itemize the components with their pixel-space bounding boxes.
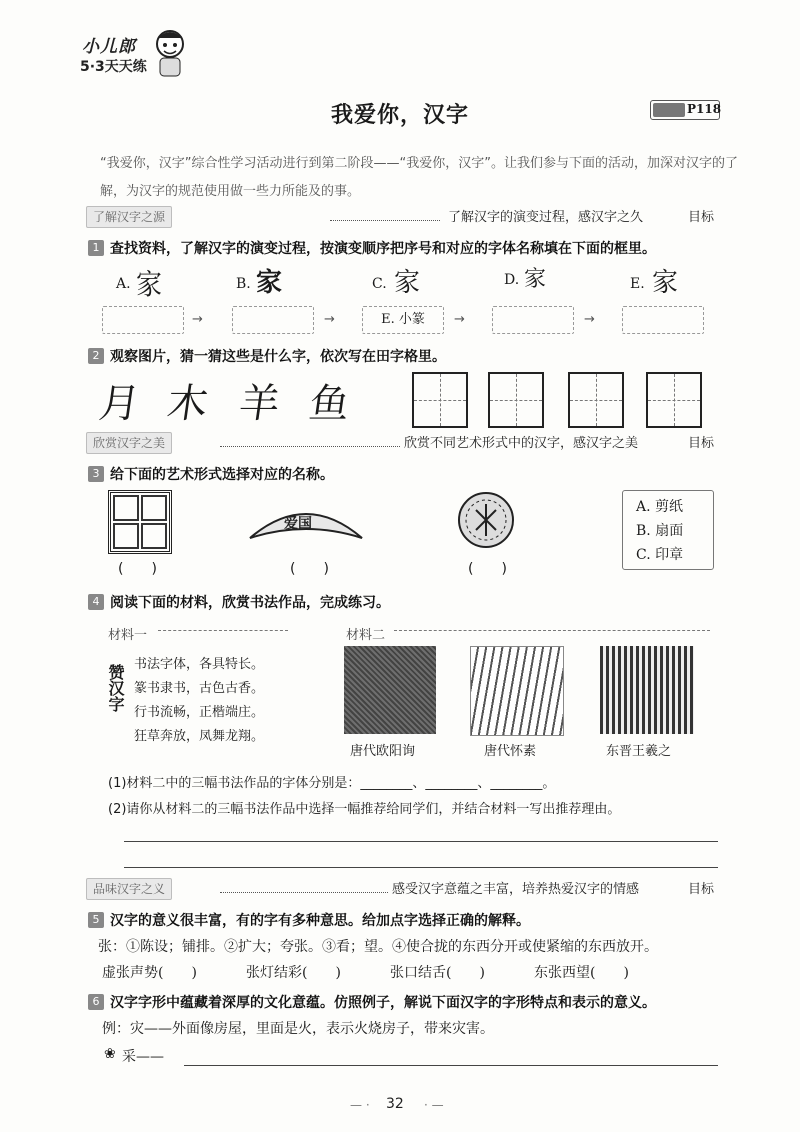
answer-box-5[interactable] [622,306,704,334]
answer-line[interactable] [124,840,718,842]
answer-line[interactable] [184,1064,718,1066]
section-tag-2: 欣赏汉字之美 [86,432,172,454]
idiom-item-2[interactable]: 张灯结彩( ) [246,965,341,981]
material-2-label: 材料二 [346,628,386,643]
logo-title: 小儿郎 [82,37,136,57]
mascot-icon [150,26,190,80]
poem-title: 赞汉字 [106,664,125,712]
page-number: 32 [386,1096,404,1112]
question-2-text: 观察图片，猜一猜这些是什么字，依次写在田字格里。 [110,349,446,365]
answer-box-4[interactable] [492,306,574,334]
logo-subtitle: 5·3天天练 [80,59,147,75]
pictograph-2: 木 [164,381,211,427]
option-e-label: E. [630,276,645,292]
subquestion-1: (1)材料二中的三幅书法作品的字体分别是：________、________、________。 [108,776,556,791]
question-1-text: 查找资料，了解汉字的演变过程，按演变顺序把序号和对应的字体名称填在下面的框里。 [110,241,656,257]
footer-ornament-right: · — [424,1098,444,1112]
question-number-6: 6 [88,994,104,1010]
choice-a: A. 剪纸 [636,499,684,515]
question-number-1: 1 [88,240,104,256]
choice-c: C. 印章 [636,547,684,563]
pictograph-3: 羊 [236,381,283,427]
papercut-image [456,490,516,550]
goal-label-2: 目标 [688,436,715,451]
question-6-text: 汉字字形中蕴藏着深厚的文化意蕴。仿照例子，解说下面汉字的字形特点和表示的意义。 [110,995,656,1011]
arrow-icon: → [454,312,465,327]
answer-box-1[interactable] [102,306,184,334]
answer-paren-1[interactable]: ( ) [118,561,157,577]
question-number-5: 5 [88,912,104,928]
pictograph-4: 鱼 [306,381,353,427]
page-title: 我爱你，汉字 [330,103,469,128]
option-b-glyph: 家 [256,268,283,298]
leader-dots [330,208,440,221]
leader-dots [220,880,388,893]
calligraphy-wangxizhi-image [600,646,694,734]
arrow-icon: → [192,312,203,327]
section-goal-3: 感受汉字意蕴之丰富，培养热爱汉字的情感 [392,882,640,897]
flower-icon: ❀ [104,1046,116,1062]
arrow-icon: → [324,312,335,327]
item-cai: 采—— [122,1049,164,1065]
answer-box-3-filled: E. 小篆 [362,306,444,334]
goal-label-3: 目标 [688,882,715,897]
option-c-label: C. [372,276,387,292]
fan-image [246,496,366,546]
poem-line-1: 书法字体，各具特长。 [134,657,265,672]
material-1-label: 材料一 [108,628,148,643]
caption-1: 唐代欧阳询 [350,744,416,759]
question-5-text: 汉字的意义很丰富，有的字有多种意思。给加点字选择正确的解释。 [110,913,530,929]
answer-box-2[interactable] [232,306,314,334]
option-b-label: B. [236,276,251,292]
example-text: 例：灾——外面像房屋，里面是火，表示火烧房子，带来灾害。 [102,1021,494,1037]
seal-image [108,490,172,554]
goal-label-1: 目标 [688,210,715,225]
idiom-item-4[interactable]: 东张西望( ) [534,965,629,981]
material-1-rule [158,630,288,631]
choice-b: B. 扇面 [636,523,684,539]
material-2-rule [394,630,710,631]
option-c-glyph: 家 [394,268,421,298]
arrow-icon: → [584,312,595,327]
tian-grid-4[interactable] [646,372,702,428]
question-number-4: 4 [88,594,104,610]
question-4-text: 阅读下面的材料，欣赏书法作品，完成练习。 [110,595,390,611]
option-a-glyph: 家 [136,268,163,302]
poem-line-2: 篆书隶书，古色古香。 [134,681,265,696]
definition-text: 张：①陈设；铺排。②扩大；夸张。③看；望。④使合拢的东西分开或使紧缩的东西放开。 [98,939,658,955]
footer-ornament-left: — · [350,1098,370,1112]
option-d-label: D. [504,272,520,288]
caption-3: 东晋王羲之 [606,744,672,759]
pictograph-1: 月 [96,381,143,427]
option-e-glyph: 家 [652,268,679,298]
poem-line-4: 狂草奔放，凤舞龙翔。 [134,729,265,744]
section-goal-2: 欣赏不同艺术形式中的汉字，感汉字之美 [404,436,639,451]
question-3-text: 给下面的艺术形式选择对应的名称。 [110,467,334,483]
question-number-2: 2 [88,348,104,364]
tian-grid-3[interactable] [568,372,624,428]
idiom-item-1[interactable]: 虚张声势( ) [102,965,197,981]
answer-paren-3[interactable]: ( ) [468,561,507,577]
subquestion-2: (2)请你从材料二的三幅书法作品中选择一幅推荐给同学们，并结合材料一写出推荐理由。 [108,802,621,817]
option-a-label: A. [116,276,131,292]
poem-line-3: 行书流畅，正楷端庄。 [134,705,265,720]
calligraphy-ouyangxun-image [344,646,436,734]
caption-2: 唐代怀素 [484,744,537,759]
question-number-3: 3 [88,466,104,482]
section-tag-3: 品味汉字之义 [86,878,172,900]
option-d-glyph: 家 [524,267,547,292]
section-tag-1: 了解汉字之源 [86,206,172,228]
idiom-item-3[interactable]: 张口结舌( ) [390,965,485,981]
leader-dots [220,434,400,447]
svg-text:爱国: 爱国 [284,516,312,532]
page-reference-badge: P118 [650,100,720,120]
section-goal-1: 了解汉字的演变过程，感汉字之久 [448,210,644,225]
activity-intro: “我爱你，汉字”综合性学习活动进行到第二阶段——“我爱你，汉字”。让我们参与下面的活动，加深对汉字的了解，为汉字的规范使用做一些力所能及的事。 [100,156,738,199]
tian-grid-1[interactable] [412,372,468,428]
answer-paren-2[interactable]: ( ) [290,561,329,577]
calligraphy-huaisu-image [470,646,564,736]
tian-grid-2[interactable] [488,372,544,428]
answer-line[interactable] [124,866,718,868]
